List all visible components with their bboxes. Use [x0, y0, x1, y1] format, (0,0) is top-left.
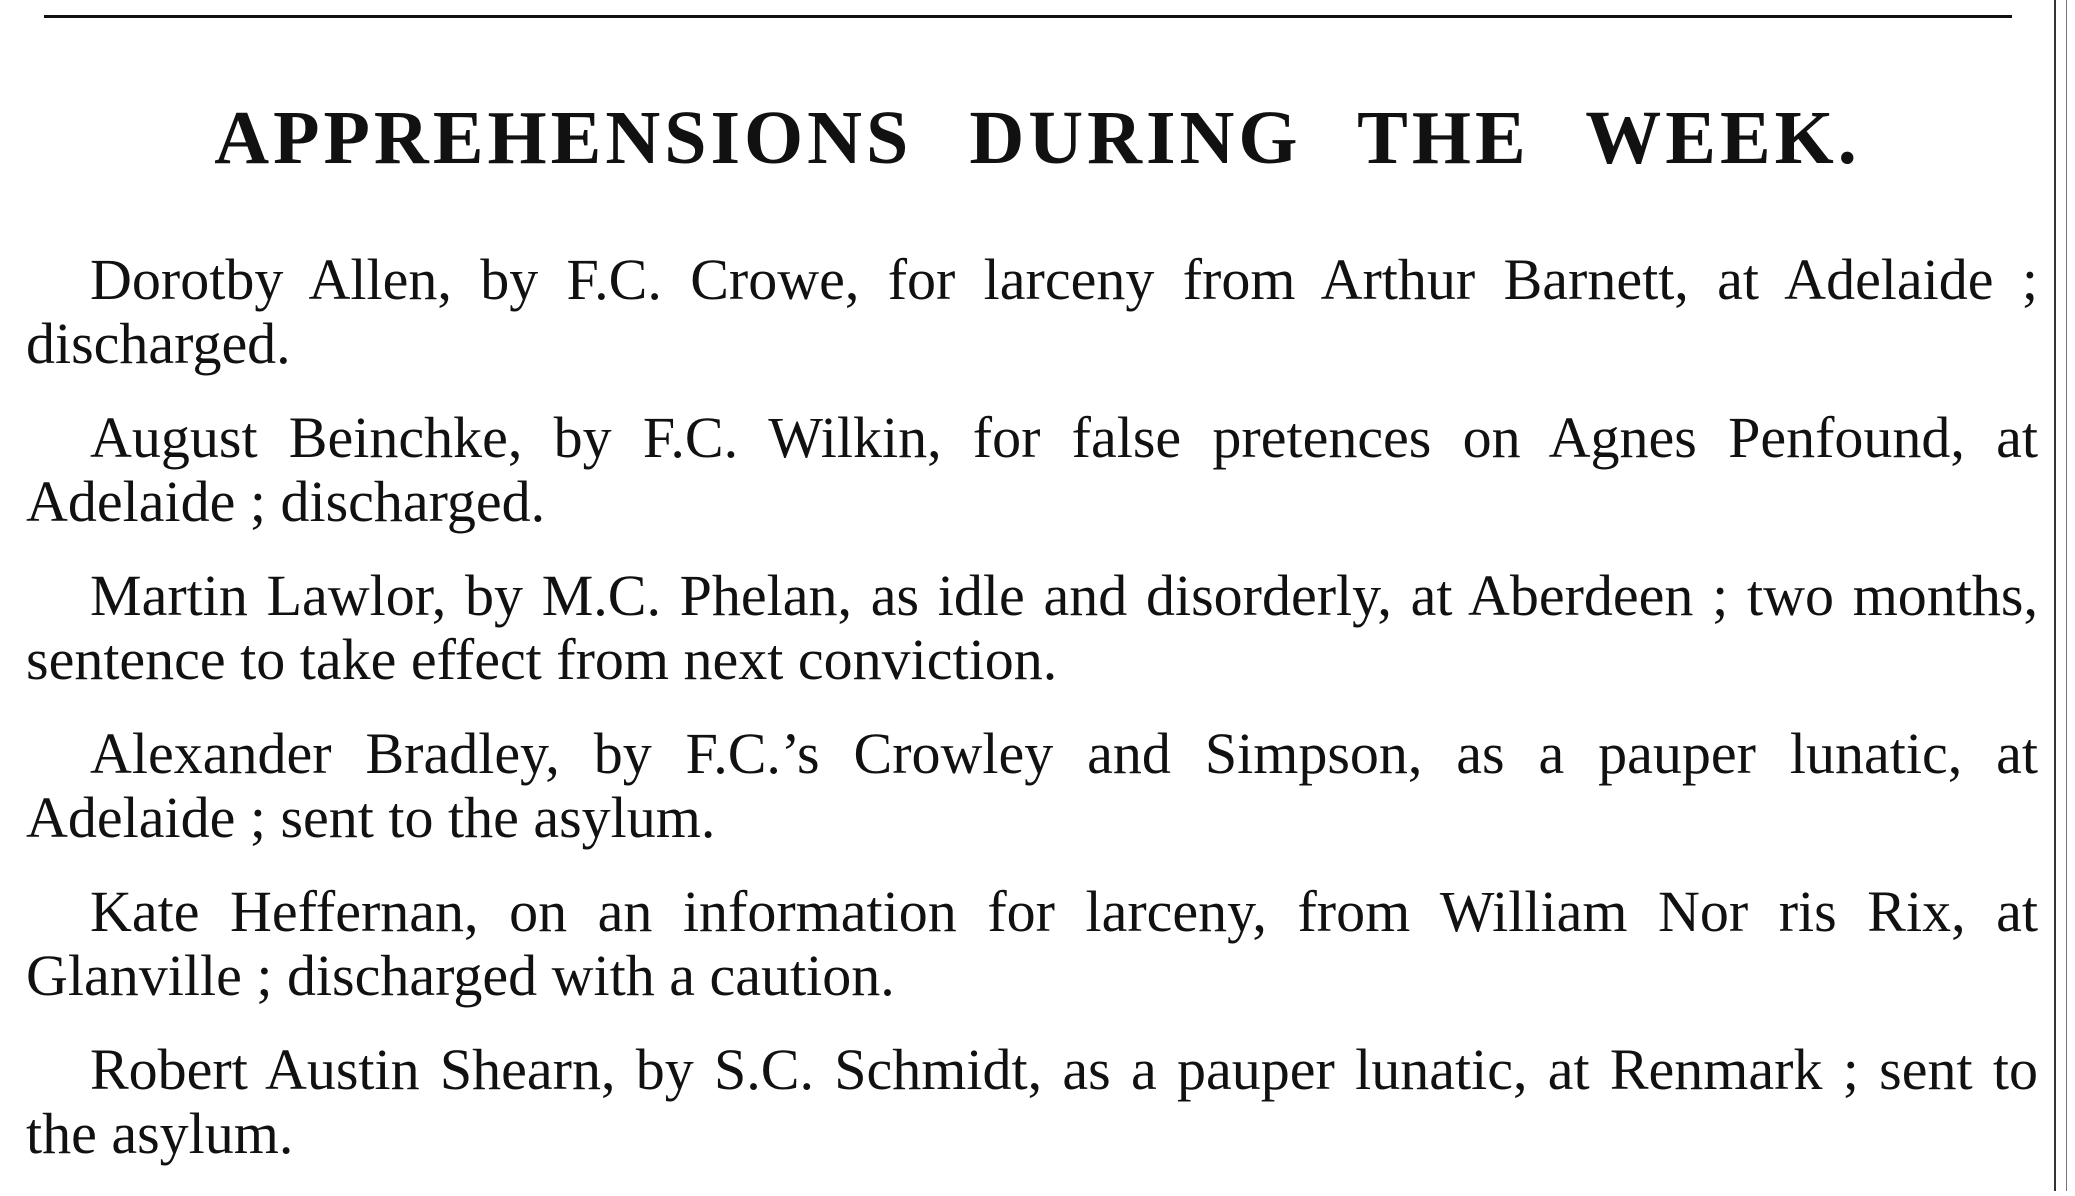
column-edge-rule [2054, 0, 2056, 1191]
entry-kate-heffernan: Kate Heffernan, on an information for larceny, from William Nor ris Rix, at Glanville ; discharged with a caution. [26, 879, 2038, 1008]
top-rule [44, 15, 2012, 18]
entry-martin-lawlor: Martin Lawlor, by M.C. Phelan, as idle and disorderly, at Aberdeen ; two months, sentence to take effect from next conviction. [26, 563, 2038, 692]
entry-alexander-bradley: Alexander Bradley, by F.C.’s Crowley and Simpson, as a pauper lunatic, at Adelaide ; sent to the asylum. [26, 721, 2038, 850]
apprehensions-list [26, 248, 2038, 1196]
page-edge-rule [2066, 0, 2067, 1191]
entry-robert-austin-shearn: Robert Austin Shearn, by S.C. Schmidt, as a pauper lunatic, at Renmark ; sent to the asylum. [26, 1037, 2038, 1166]
entry-august-beinchke: August Beinchke, by F.C. Wilkin, for false pretences on Agnes Penfound, at Adelaide ; discharged. [26, 405, 2038, 534]
entry-dorothy-allen: Dorotby Allen, by F.C. Crowe, for larceny from Arthur Barnett, at Adelaide ; discharged. [26, 247, 2038, 376]
section-heading: APPREHENSIONS DURING THE WEEK. [214, 96, 1861, 180]
